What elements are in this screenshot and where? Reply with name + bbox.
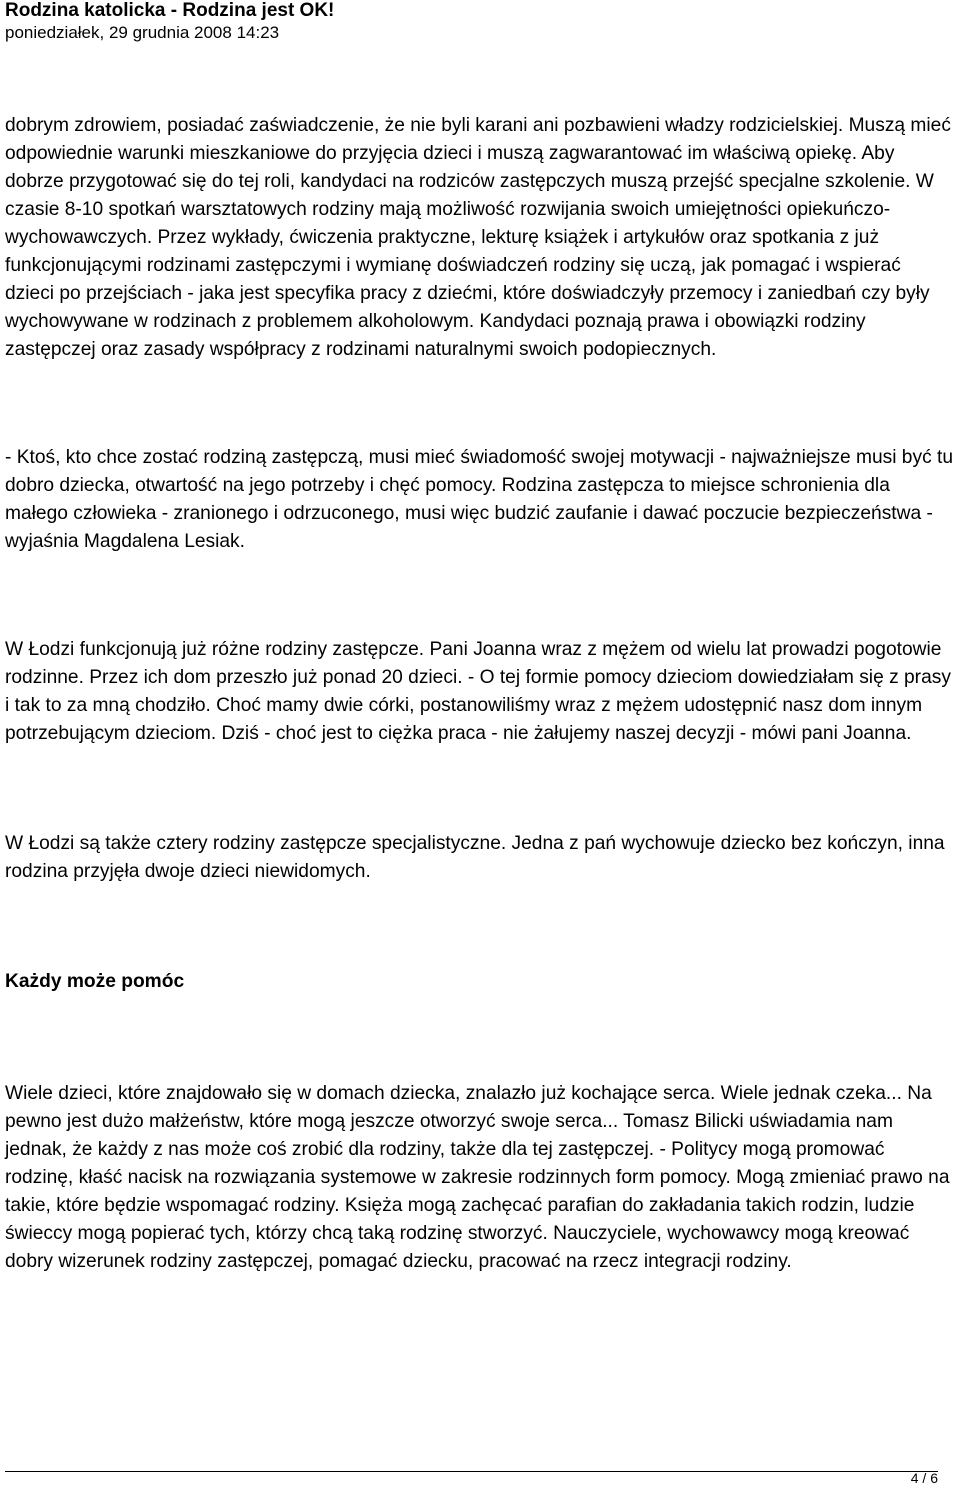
document-title: Rodzina katolicka - Rodzina jest OK! (5, 0, 335, 21)
paragraph-training: dobrym zdrowiem, posiadać zaświadczenie, że nie byli karani ani pozbawieni władzy rodzicielskiej. Muszą mieć odpowiednie warunki mieszkaniowe do przyjęcia dzieci i muszą zagwarantować im właściwą opiekę. Aby dobrze przygotować się do tej roli, kandydaci na rodziców zastępczych muszą przejść specjalne szkolenie. W czasie 8-10 spotkań warsztatowych rodziny mają możliwość rozwijania swoich umiejętności opiekuńczo-wychowawczych. Przez wykłady, ćwiczenia praktyczne, lekturę książek i artykułów oraz spotkania z już funkcjonującymi rodzinami zastępczymi i wymianę doświadczeń rodziny się uczą, jak pomagać i wspierać dzieci po przejściach - jaka jest specyfika pracy z dziećmi, które doświadczyły przemocy i zaniedbań czy były wychowywane w rodzinach z problemem alkoholowym. Kandydaci poznają prawa i obowiązki rodziny zastępczej oraz zasady współpracy z rodzinami naturalnymi swoich podopiecznych. (5, 115, 951, 360)
article-body (5, 112, 955, 1276)
page-number: 4 / 6 (910, 1470, 938, 1486)
footer-divider (5, 1471, 938, 1472)
paragraph-lodz-families: W Łodzi funkcjonują już różne rodziny zastępcze. Pani Joanna wraz z mężem od wielu lat prowadzi pogotowie rodzinne. Przez ich dom przeszło już ponad 20 dzieci. - O tej formie pomocy dzieciom dowiedziałam się z prasy i tak to za mną chodziło. Choć mamy dwie córki, postanowiliśmy wraz z mężem udostępnić nasz dom innym potrzebującym dzieciom. Dziś - choć jest to ciężka praca - nie żałujemy naszej decyzji - mówi pani Joanna. (5, 639, 951, 744)
paragraph-spacer (5, 996, 955, 1080)
paragraph-spacer (5, 886, 955, 968)
section-heading: Każdy może pomóc (5, 971, 185, 992)
paragraph-everyone-can-help: Wiele dzieci, które znajdowało się w domach dziecka, znalazło już kochające serca. Wiele jednak czeka... Na pewno jest dużo małżeństw, które mogą jeszcze otworzyć swoje serca... Tomasz Bilicki uświadamia nam jednak, że każdy z nas może coś zrobić dla rodziny, także dla tej zastępczej. - Politycy mogą promować rodzinę, kłaść nacisk na rozwiązania systemowe w zakresie rodzinnych form pomocy. Mogą zmieniać prawo na takie, które będzie wspomagać rodziny. Księża mogą zachęcać parafian do zakładania takich rodzin, ludzie świeccy mogą popierać tych, którzy chcą taką rodzinę stworzyć. Nauczyciele, wychowawcy mogą kreować dobry wizerunek rodziny zastępczej, pomagać dziecku, pracować na rzecz integracji rodziny. (5, 1083, 950, 1272)
document-date: poniedziałek, 29 grudnia 2008 14:23 (5, 23, 280, 42)
paragraph-specialist-families: W Łodzi są także cztery rodziny zastępcze specjalistyczne. Jedna z pań wychowuje dziecko bez kończyn, inna rodzina przyjęła dwoje dzieci niewidomych. (5, 833, 945, 882)
paragraph-motivation-quote: - Ktoś, kto chce zostać rodziną zastępczą, musi mieć świadomość swojej motywacji - najważniejsze musi być tu dobro dziecka, otwartość na jego potrzeby i chęć pomocy. Rodzina zastępcza to miejsce schronienia dla małego człowieka - zranionego i odrzuconego, musi więc budzić zaufanie i dawać poczucie bezpieczeństwa - wyjaśnia Magdalena Lesiak. (5, 447, 953, 552)
paragraph-spacer (5, 556, 955, 636)
page-header (5, 0, 955, 44)
paragraph-spacer (5, 748, 955, 830)
paragraph-spacer (5, 364, 955, 444)
